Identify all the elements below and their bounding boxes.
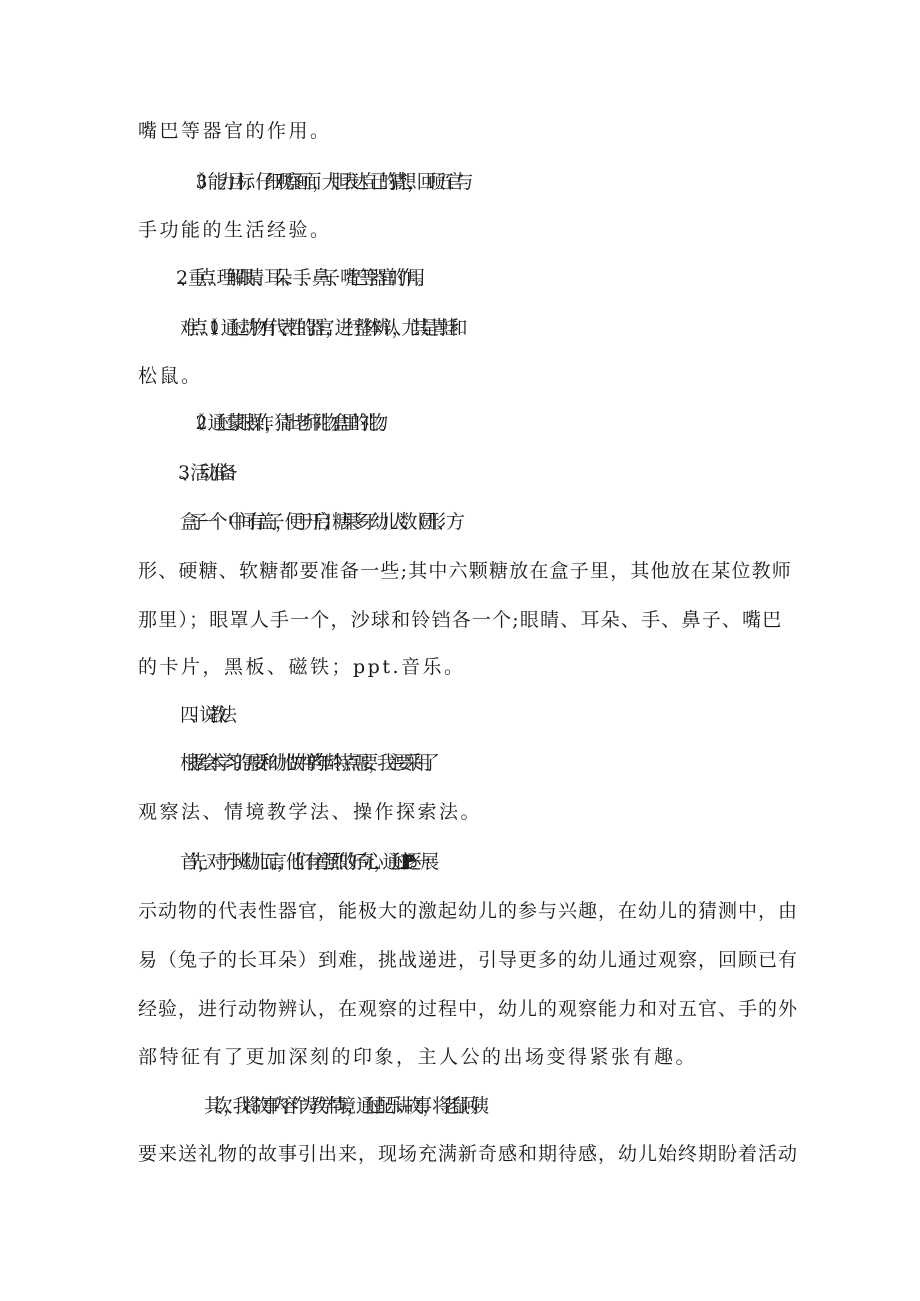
text-line: 2、重点：理解眼睛、耳朵、手、鼻子、嘴巴等器官的作用。	[176, 267, 426, 289]
text-line: 部特征有了更加深刻的印象，主人公的出场变得紧张有趣。	[138, 1046, 698, 1068]
text-line: 形、硬糖、软糖都要准备一些;其中六颗糖放在盒子里，其他放在某位教师	[138, 560, 793, 582]
text-line: 观察法、情境教学法、操作探索法。	[138, 801, 483, 823]
text-line: 要来送礼物的故事引出来，现场充满新奇感和期待感，幼儿始终期盼着活动	[138, 1143, 799, 1165]
text-line: 经验，进行动物辨认，在观察的过程中，幼儿的观察能力和对五官、手的外	[138, 998, 799, 1020]
section-heading: 四、说教法	[180, 704, 228, 726]
text-line: 示动物的代表性器官，能极大的激起幼儿的参与兴趣，在幼儿的猜测中，由	[138, 900, 799, 922]
text-line: 手功能的生活经验。	[138, 219, 332, 241]
text-line: 首先，对于小班幼儿而言，他们有着强烈的好奇心，通过PPt逐一展	[180, 851, 430, 873]
text-line: 3、活动准备：	[178, 462, 238, 484]
text-line: 嘴巴等器官的作用。	[138, 120, 332, 142]
text-line: （2）通过蒙眼操作，猜出老师礼物盒里的礼物。	[186, 412, 389, 434]
text-line: （3）能力目标：仔细观察画面，大胆表达自己的猜想，回顾五官与	[186, 171, 465, 193]
text-line: 难点：（1）通过动物有代表性的器官，进行整体辨认，尤其是青蛙和	[180, 317, 459, 339]
text-line: 其次，我将故事内容作为教学情境，通过配乐讲故事，将老鼠阿姨	[204, 1095, 480, 1117]
text-line: 易（兔子的长耳朵）到难，挑战递进，引导更多的幼儿通过观察，回顾已有	[138, 949, 799, 971]
text-line: 根据绘本学习的需要和幼儿”做中学'的年龄特点需要，我主要采用了	[180, 752, 430, 774]
text-line: 的卡片，黑板、磁铁；ppt.音乐。	[138, 656, 466, 678]
text-line: 松鼠。	[138, 365, 203, 387]
text-line: 盒子一个（中间有盖子，便于开启）；糖果多于幼儿人数（圆形、方	[180, 511, 456, 533]
text-line: 那里）；眼罩人手一个，沙球和铃铛各一个;眼睛、耳朵、手、鼻子、嘴巴	[138, 609, 783, 631]
